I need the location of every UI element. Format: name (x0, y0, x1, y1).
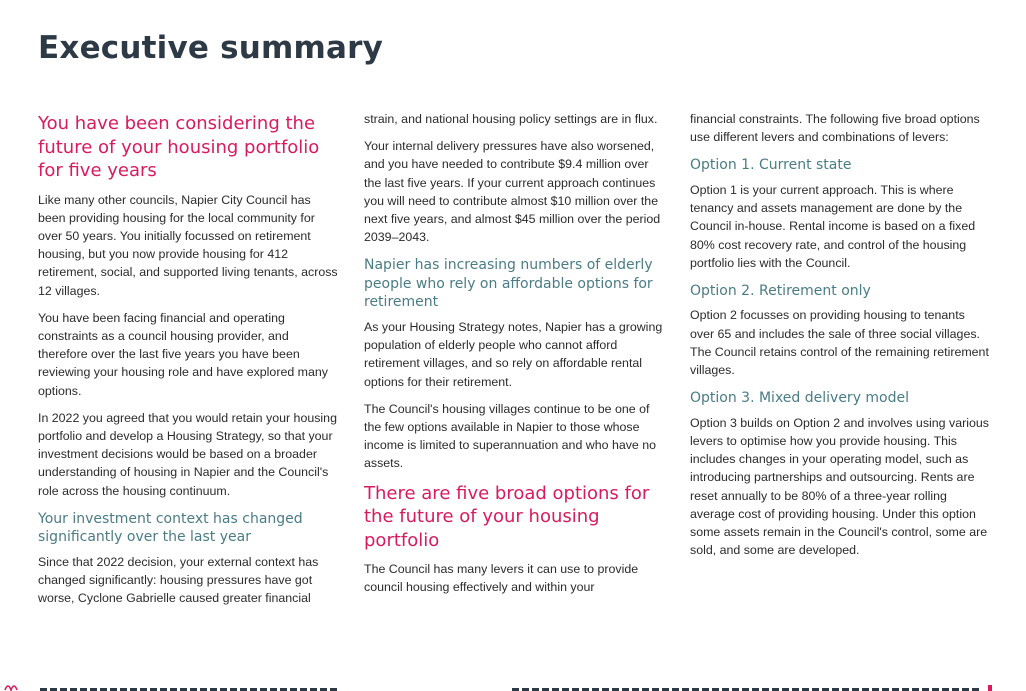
column-1 (38, 110, 338, 616)
paragraph: financial constraints. The following five broad options use different levers and combinations of levers: (690, 112, 980, 145)
paragraph: Like many other councils, Napier City Council has been providing housing for the local community for over 50 years. You initially focussed on retirement housing, but you now provide housing for 412 retirement, social, and supported living tenants, across 12 villages. (38, 192, 338, 298)
column-3 (690, 110, 990, 568)
paragraph: In 2022 you agreed that you would retain your housing portfolio and develop a Housing Strategy, so that your investment decisions would be based on a broader understanding of housing in Napier and the Council's role across the housing continuum. (38, 410, 337, 498)
paragraph: You have been facing financial and operating constraints as a council housing provider, and therefore over the last five years you have been reviewing your housing role and have explored many options. (38, 310, 328, 398)
page-number-mark (988, 685, 992, 691)
sub-heading: Napier has increasing numbers of elderly people who rely on affordable options for retirement (364, 257, 653, 311)
option-heading: Option 1. Current state (690, 157, 852, 174)
page-title: Executive summary (38, 30, 384, 66)
paragraph: The Council's housing villages continue to be one of the few options available in Napier to those whose income is limited to superannuation and who have no assets. (364, 401, 657, 471)
section-heading: You have been considering the future of your housing portfolio for five years (38, 113, 320, 181)
paragraph: As your Housing Strategy notes, Napier has a growing population of elderly people who cannot afford retirement villages, and so rely on affordable rental options for their retirement. (364, 319, 663, 389)
paragraph: Since that 2022 decision, your external context has changed significantly: housing pressures have got worse, Cyclone Gabrielle caused greater financial (38, 554, 319, 606)
section-heading: There are five broad options for the future of your housing portfolio (364, 482, 650, 551)
paragraph: The Council has many levers it can use to provide council housing effectively and within your (364, 562, 639, 595)
option-heading: Option 3. Mixed delivery model (690, 390, 910, 407)
logo-icon (4, 680, 26, 691)
paragraph: Option 3 builds on Option 2 and involves using various levers to optimise how you provide housing. This includes changes in your operating model, such as introducing partnerships and outsourcing. Rents are reset annually to be 80% of a three-year rolling average cost of providing housing. Under this option some assets remain in the Council's control, some are sold, and some are developed. (690, 415, 989, 558)
option-heading: Option 2. Retirement only (690, 282, 871, 299)
paragraph: strain, and national housing policy settings are in flux. (364, 112, 658, 126)
paragraph: Option 1 is your current approach. This is where tenancy and assets management are done by the Council in-house. Rental income is based on a fixed 80% cost recovery rate, and control of the housing portfolio lies with the Council. (690, 182, 976, 270)
sub-heading: Your investment context has changed significantly over the last year (38, 510, 303, 546)
paragraph: Option 2 focusses on providing housing to tenants over 65 and includes the sale of three social villages. The Council retains control of the remaining retirement villages. (690, 308, 989, 378)
column-2 (364, 110, 664, 605)
paragraph: Your internal delivery pressures have also worsened, and you have needed to contribute $9.4 million over the last five years. If your current approach continues you will need to contribute almost $10 million over the next five years, and almost $45 million over the period 2039–2043. (364, 139, 661, 245)
